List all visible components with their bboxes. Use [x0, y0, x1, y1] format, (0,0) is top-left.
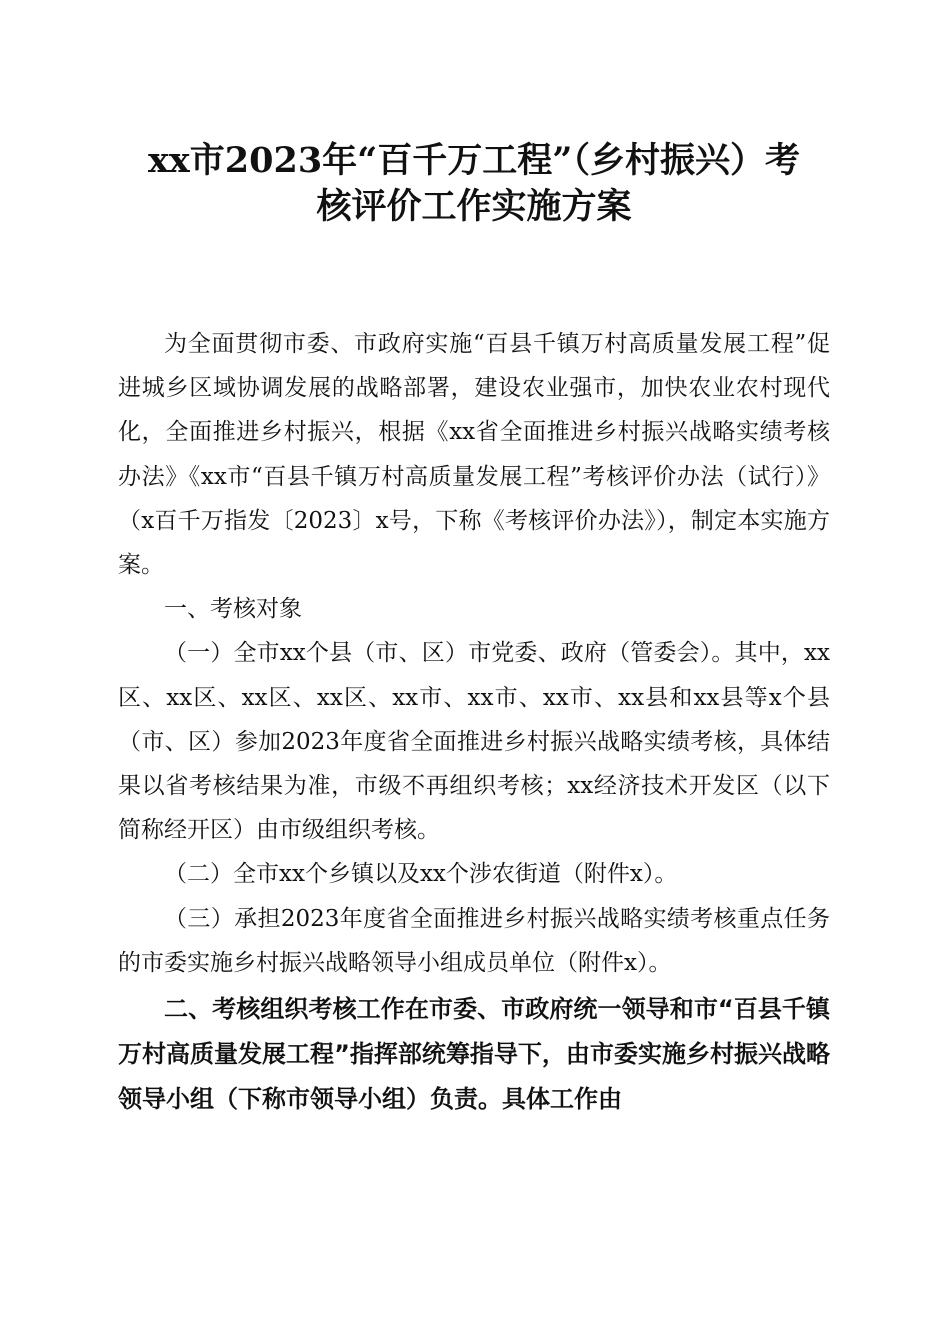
section-2-heading: 二、考核组织 — [164, 995, 309, 1024]
title-line-1: xx市2023年“百千万工程”（乡村振兴）考 — [148, 140, 800, 181]
section-1-item-3: （三）承担2023年度省全面推进乡村振兴战略实绩考核重点任务的市委实施乡村振兴战略领导小组成员单位（附件x）。 — [118, 905, 830, 976]
document-title — [118, 138, 830, 230]
document-page — [118, 138, 830, 1122]
title-line-2: 核评价工作实施方案 — [316, 186, 632, 227]
document-body — [118, 322, 830, 1122]
section-1-item-2: （二）全市xx个乡镇以及xx个涉农街道（附件x）。 — [164, 861, 678, 888]
section-2-text: 考核工作在市委、市政府统一领导和市“百县千镇万村高质量发展工程”指挥部统筹指导下，由市委实施乡村振兴战略领导小组（下称市领导小组）负责。具体工作由 — [118, 995, 830, 1114]
section-2-paragraph — [118, 987, 830, 1122]
section-1-item-1: （一）全市xx个县（市、区）市党委、政府（管委会）。其中，xx区、xx区、xx区、xx区、xx市、xx市、xx市、xx县和xx县等x个县（市、区）参加2023年度省全面推进乡村振兴战略实绩考核，具体结果以省考核结果为准，市级不再组织考核；xx经济技术开发区（以下简称经开区）由市级组织考核。 — [118, 640, 830, 844]
section-1-heading: 一、考核对象 — [164, 596, 302, 623]
intro-paragraph: 为全面贯彻市委、市政府实施“百县千镇万村高质量发展工程”促进城乡区域协调发展的战略部署，建设农业强市，加快农业农村现代化，全面推进乡村振兴，根据《xx省全面推进乡村振兴战略实绩考核办法》《xx市“百县千镇万村高质量发展工程”考核评价办法（试行）》（x百千万指发〔2023〕x号，下称《考核评价办法》），制定本实施方案。 — [118, 331, 830, 579]
